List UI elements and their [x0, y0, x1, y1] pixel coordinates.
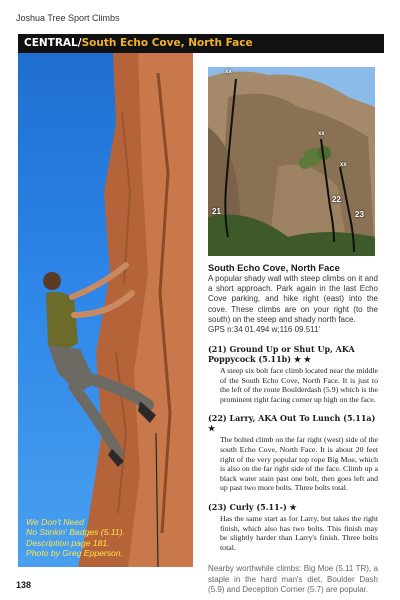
route-entry	[208, 413, 378, 493]
climber-photo-illustration	[18, 53, 193, 567]
area-title: South Echo Cove, North Face	[208, 262, 340, 273]
route-description: The bolted climb on the far right (west) side of the south Echo Cove, North Face. It is about 20 feet right of the very popular top rope Big Moe, which is also on the far right side of the face. Climb up a black water stain past one bolt, then goes left and up past two more bolts. Three bolts total.	[220, 435, 378, 493]
route-description: Has the same start as for Larry, but takes the right finish, which also has two bolts. This finish may be slightly harder than Larry's finish. Three bolts total.	[220, 513, 378, 552]
topo-photo	[208, 67, 375, 256]
route-title: (21) Ground Up or Shut Up, AKA Poppycock (5.11b) ★ ★	[208, 344, 355, 365]
route-entry	[208, 344, 378, 404]
route-text-column	[208, 262, 378, 595]
caption-line: Photo by Greg Epperson.	[26, 548, 123, 559]
anchor-marker-3: xx	[340, 162, 347, 168]
route-title: (22) Larry, AKA Out To Lunch (5.11a) ★	[208, 413, 376, 434]
page-number: 138	[16, 580, 32, 590]
anchor-marker-2: xx	[318, 131, 325, 137]
area-description: A popular shady wall with steep climbs on it and a short approach. Park again in the last Echo Cove parking, and hike right (east) into the cove. These climbs are on your right (to the south) on the steep and shady north face.	[208, 274, 378, 324]
banner-subarea: South Echo Cove, North Face	[81, 37, 253, 49]
section-banner	[18, 34, 384, 53]
caption-line: We Don't Need	[26, 516, 84, 527]
route-label-22: 22	[332, 195, 341, 204]
route-label-21: 21	[212, 207, 221, 216]
climber-photo	[18, 53, 193, 567]
caption-line: Description page 181.	[26, 537, 110, 548]
banner-area: CENTRAL/	[24, 37, 82, 49]
anchor-marker-1: xx	[225, 69, 232, 75]
nearby-climbs-note: Nearby worthwhile climbs: Big Moe (5.11 TR), a staple in the hard man's diet, Boulder Dash (5.9) and Deception Corner (5.7) are popular.	[208, 564, 378, 594]
route-description: A steep six bolt face climb located near the middle of the South Echo Cove, North Face. It is just to the left of the route Boulderdash (5.9) which is the prominent right facing corner up high on the face.	[220, 366, 378, 404]
route-entry	[208, 502, 378, 552]
caption-line: No Stinkin' Badges (5.11).	[26, 527, 125, 538]
running-head: Joshua Tree Sport Climbs	[16, 13, 120, 23]
topo-photo-illustration	[208, 67, 375, 256]
photo-caption	[26, 517, 125, 559]
route-title: (23) Curly (5.11-) ★	[208, 501, 297, 512]
route-label-23: 23	[355, 210, 364, 219]
gps-coordinates: GPS n:34 01.494 w;116 09.511'	[208, 325, 320, 335]
